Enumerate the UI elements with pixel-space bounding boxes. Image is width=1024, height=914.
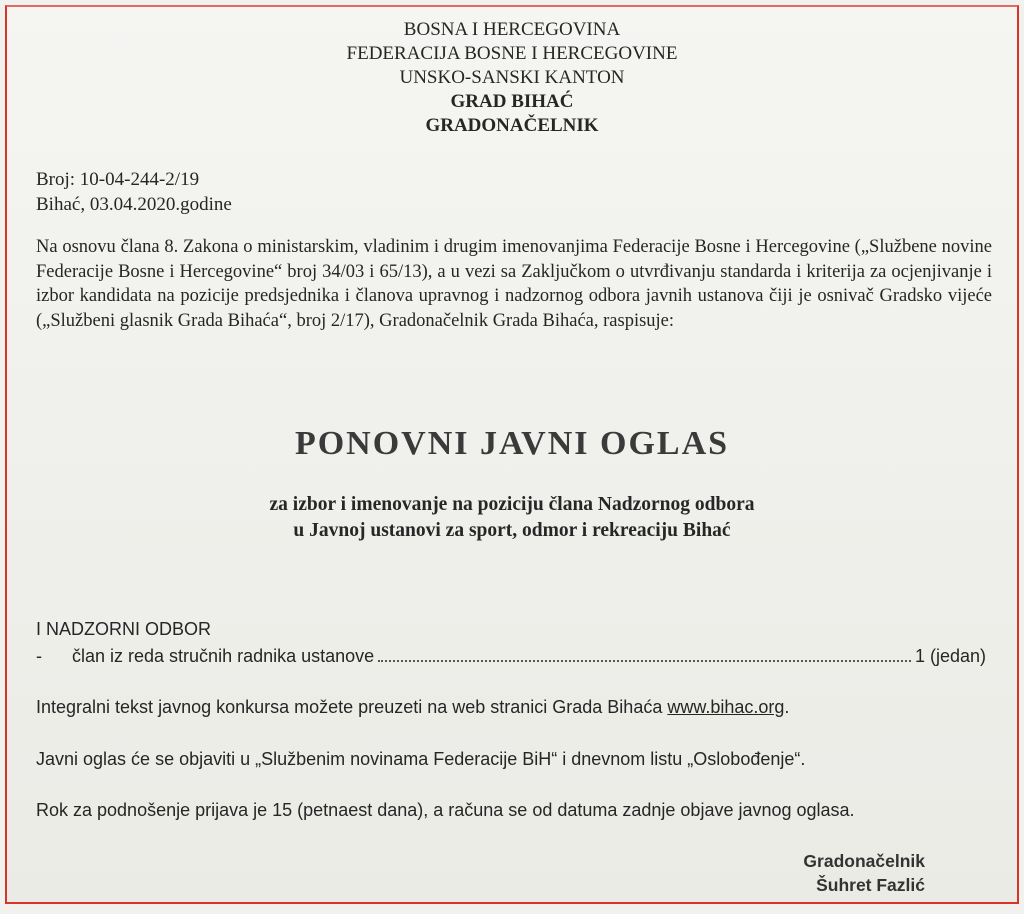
subtitle-line-1: za izbor i imenovanje na poziciju člana Nadzornog odbora [269, 494, 755, 515]
header-country: BOSNA I HERCEGOVINA [403, 19, 621, 40]
download-end: . [784, 697, 790, 717]
download-paragraph [36, 695, 789, 719]
deadline-paragraph: Rok za podnošenje prijava je 15 (petnaest dana), a računa se od datuma zadnje objave javnog oglasa. [36, 800, 855, 820]
document-subtitle [7, 492, 1017, 544]
signature-name: Šuhret Fazlić [816, 875, 925, 895]
reference-number: Broj: 10-04-244-2/19 [36, 169, 200, 190]
item-count: 1 (jedan) [914, 646, 986, 666]
section-heading: I NADZORNI ODBOR [36, 619, 212, 639]
position-item [36, 644, 986, 668]
signature-block [803, 849, 925, 897]
intro-paragraph: Na osnovu člana 8. Zakona o ministarskim, vladinim i drugim imenovanjima Federacije Bosne i Hercegovine („Službene novine Federacije Bosne i Hercegovine“ broj 34/03 i 65/13), a u vezi sa Zaključkom o utvrđivanju standarda i kriterija za ocjenjivanje i izbor kandidata na pozicije predsjednika i članova upravnog i nadzornog odbora javnih ustanova čiji je osnivač Gradsko vijeće („Službeni glasnik Grada Bihaća“, broj 2/17), Gradonačelnik Grada Bihaća, raspisuje: [36, 237, 992, 331]
document-title: PONOVNI JAVNI OGLAS [294, 425, 730, 462]
publication-paragraph: Javni oglas će se objaviti u „Službenim novinama Federacije BiH“ i dnevnom listu „Oslobođenje“. [36, 749, 806, 769]
header-federation: FEDERACIJA BOSNE I HERCEGOVINE [346, 43, 678, 64]
subtitle-line-2: u Javnoj ustanovi za sport, odmor i rekreaciju Bihać [293, 520, 731, 541]
document-page [5, 5, 1019, 904]
header-city: GRAD BIHAĆ [450, 91, 574, 112]
item-label: član iz reda stručnih radnika ustanove [72, 646, 375, 666]
place-date: Bihać, 03.04.2020.godine [36, 194, 232, 215]
header-office: GRADONAČELNIK [425, 115, 599, 136]
document-meta [36, 167, 232, 217]
download-text: Integralni tekst javnog konkursa možete preuzeti na web stranici Grada Bihaća [36, 697, 663, 717]
item-bullet: - [36, 646, 42, 666]
signature-title: Gradonačelnik [803, 851, 925, 871]
dot-leader [378, 660, 911, 662]
website-link[interactable]: www.bihac.org [667, 697, 785, 717]
header-canton: UNSKO-SANSKI KANTON [399, 67, 625, 88]
document-header [7, 18, 1017, 138]
